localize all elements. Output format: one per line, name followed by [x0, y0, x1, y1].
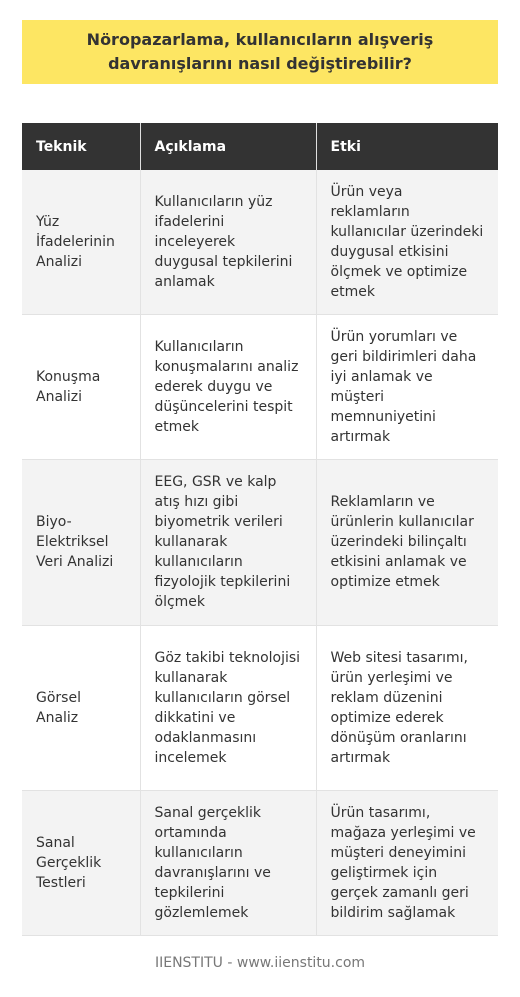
cell-etki: Ürün veya reklamların kullanıcılar üzerindeki duygusal etkisini ölçmek ve optimize etmek: [316, 170, 498, 314]
cell-etki: Web sitesi tasarımı, ürün yerleşimi ve reklam düzenini optimize ederek dönüşüm oranlarını artırmak: [316, 625, 498, 790]
cell-aciklama: Sanal gerçeklik ortamında kullanıcıların davranışlarını ve tepkilerini gözlemlemek: [140, 790, 316, 935]
cell-etki: Ürün yorumları ve geri bildirimleri daha iyi anlamak ve müşteri memnuniyetini artırmak: [316, 314, 498, 459]
table-row: [22, 459, 498, 625]
cell-teknik: Biyo-Elektriksel Veri Analizi: [22, 459, 140, 625]
cell-aciklama: EEG, GSR ve kalp atış hızı gibi biyometrik verileri kullanarak kullanıcıların fizyolojik tepkilerini ölçmek: [140, 459, 316, 625]
header-etki: Etki: [316, 123, 498, 170]
table-row: [22, 170, 498, 314]
header-aciklama: Açıklama: [140, 123, 316, 170]
cell-aciklama: Kullanıcıların konuşmalarını analiz ederek duygu ve düşüncelerini tespit etmek: [140, 314, 316, 459]
header-teknik: Teknik: [22, 123, 140, 170]
table-row: [22, 790, 498, 935]
cell-etki: Reklamların ve ürünlerin kullanıcılar üzerindeki bilinçaltı etkisini anlamak ve optimize etmek: [316, 459, 498, 625]
footer-credit: IIENSTITU - www.iienstitu.com: [154, 955, 366, 971]
title-banner: [22, 20, 498, 84]
cell-teknik: Sanal Gerçeklik Testleri: [22, 790, 140, 935]
cell-aciklama: Göz takibi teknolojisi kullanarak kullanıcıların görsel dikkatini ve odaklanmasını incelemek: [140, 625, 316, 790]
cell-teknik: Konuşma Analizi: [22, 314, 140, 459]
table-header-row: [22, 123, 498, 170]
table-row: [22, 625, 498, 790]
technique-table: [22, 123, 498, 936]
cell-teknik: Görsel Analiz: [22, 625, 140, 790]
cell-aciklama: Kullanıcıların yüz ifadelerini inceleyerek duygusal tepkilerini anlamak: [140, 170, 316, 314]
table-row: [22, 314, 498, 459]
cell-etki: Ürün tasarımı, mağaza yerleşimi ve müşteri deneyimini geliştirmek için gerçek zamanlı geri bildirim sağlamak: [316, 790, 498, 935]
page-title: Nöropazarlama, kullanıcıların alışveriş davranışlarını nasıl değiştirebilir?: [86, 30, 434, 73]
cell-teknik: Yüz İfadelerinin Analizi: [22, 170, 140, 314]
